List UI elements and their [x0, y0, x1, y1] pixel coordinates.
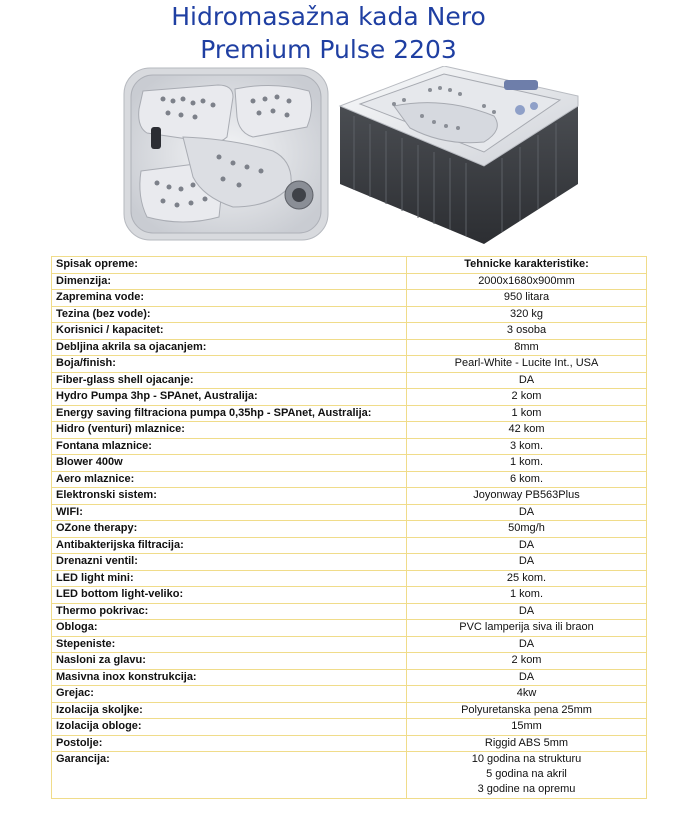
table-row: [52, 471, 647, 488]
spec-key: Boja/finish:: [52, 356, 407, 373]
table-row: [52, 620, 647, 637]
spec-value: Joyonway PB563Plus: [407, 488, 647, 505]
spec-value-warranty: [407, 752, 647, 799]
table-row: [52, 554, 647, 571]
page-title-line-1: Hidromasažna kada Nero: [171, 2, 486, 31]
table-row: [52, 339, 647, 356]
table-row: [52, 323, 647, 340]
table-row: [52, 537, 647, 554]
table-header-row: [52, 257, 647, 274]
spec-value: 25 kom.: [407, 570, 647, 587]
spec-key: Izolacija skoljke:: [52, 702, 407, 719]
spec-key: Nasloni za glavu:: [52, 653, 407, 670]
table-row: [52, 290, 647, 307]
spec-value: 50mg/h: [407, 521, 647, 538]
table-row: [52, 570, 647, 587]
table-row: [52, 702, 647, 719]
spec-key: WIFI:: [52, 504, 407, 521]
table-row: [52, 636, 647, 653]
spec-key: Masivna inox konstrukcija:: [52, 669, 407, 686]
specifications-table: [51, 256, 647, 799]
spec-key: LED light mini:: [52, 570, 407, 587]
spec-value: 42 kom: [407, 422, 647, 439]
spec-key: Grejac:: [52, 686, 407, 703]
spec-value: 8mm: [407, 339, 647, 356]
spec-key: Postolje:: [52, 735, 407, 752]
spec-key: Antibakterijska filtracija:: [52, 537, 407, 554]
spec-value: 15mm: [407, 719, 647, 736]
spec-value: DA: [407, 636, 647, 653]
spec-key: Izolacija obloge:: [52, 719, 407, 736]
spec-value: 320 kg: [407, 306, 647, 323]
hot-tub-top-view-image: [123, 67, 329, 241]
spec-key: Korisnici / kapacitet:: [52, 323, 407, 340]
spec-key: Zapremina vode:: [52, 290, 407, 307]
spec-value: 3 osoba: [407, 323, 647, 340]
spec-value: Polyuretanska pena 25mm: [407, 702, 647, 719]
spec-value: Riggid ABS 5mm: [407, 735, 647, 752]
spec-key: Blower 400w: [52, 455, 407, 472]
spec-value: 2 kom: [407, 653, 647, 670]
spec-value: 1 kom.: [407, 455, 647, 472]
table-row: [52, 455, 647, 472]
spec-key: Energy saving filtraciona pumpa 0,35hp - SPAnet, Australija:: [52, 405, 407, 422]
spec-value: 950 litara: [407, 290, 647, 307]
spec-key: Obloga:: [52, 620, 407, 637]
hot-tub-perspective-view-image: [334, 66, 582, 248]
table-row: [52, 735, 647, 752]
spec-value: DA: [407, 537, 647, 554]
spec-key: Tezina (bez vode):: [52, 306, 407, 323]
page-title-line-2: Premium Pulse 2203: [200, 35, 457, 64]
table-row: [52, 603, 647, 620]
header-equipment-list: Spisak opreme:: [52, 257, 407, 274]
table-row: [52, 587, 647, 604]
table-row: [52, 521, 647, 538]
spec-value: 1 kom.: [407, 587, 647, 604]
spec-key: OZone therapy:: [52, 521, 407, 538]
table-row: [52, 719, 647, 736]
spec-key: Hidro (venturi) mlaznice:: [52, 422, 407, 439]
spec-key: Fiber-glass shell ojacanje:: [52, 372, 407, 389]
table-row: [52, 422, 647, 439]
table-row: [52, 306, 647, 323]
table-row: [52, 405, 647, 422]
table-row: [52, 686, 647, 703]
table-row: [52, 488, 647, 505]
spec-value: 4kw: [407, 686, 647, 703]
spec-key: Elektronski sistem:: [52, 488, 407, 505]
spec-value: DA: [407, 372, 647, 389]
warranty-line: 5 godina na akril: [486, 768, 567, 780]
spec-key: Aero mlaznice:: [52, 471, 407, 488]
spec-key: Thermo pokrivac:: [52, 603, 407, 620]
table-row: [52, 669, 647, 686]
table-row: [52, 438, 647, 455]
spec-key: LED bottom light-veliko:: [52, 587, 407, 604]
spec-value: 2 kom: [407, 389, 647, 406]
spec-key: Drenazni ventil:: [52, 554, 407, 571]
spec-value: PVC lamperija siva ili braon: [407, 620, 647, 637]
spec-value: DA: [407, 669, 647, 686]
table-row: [52, 372, 647, 389]
spec-key: Dimenzija:: [52, 273, 407, 290]
spec-value: DA: [407, 504, 647, 521]
table-row: [52, 273, 647, 290]
spec-key: Stepeniste:: [52, 636, 407, 653]
spec-key: Hydro Pumpa 3hp - SPAnet, Australija:: [52, 389, 407, 406]
warranty-line: 10 godina na strukturu: [471, 753, 582, 765]
spec-key: Debljina akrila sa ojacanjem:: [52, 339, 407, 356]
spec-value: 2000x1680x900mm: [407, 273, 647, 290]
table-row: [52, 653, 647, 670]
spec-key: Garancija:: [52, 752, 407, 799]
spec-value: DA: [407, 603, 647, 620]
spec-value: 3 kom.: [407, 438, 647, 455]
table-row: [52, 504, 647, 521]
spec-value: 1 kom: [407, 405, 647, 422]
spec-value: 6 kom.: [407, 471, 647, 488]
spec-value: Pearl-White - Lucite Int., USA: [407, 356, 647, 373]
warranty-line: 3 godine na opremu: [477, 783, 576, 795]
spec-key: Fontana mlaznice:: [52, 438, 407, 455]
table-row: [52, 389, 647, 406]
table-row: [52, 356, 647, 373]
header-technical-characteristics: Tehnicke karakteristike:: [407, 257, 647, 274]
table-row-warranty: [52, 752, 647, 799]
spec-value: DA: [407, 554, 647, 571]
